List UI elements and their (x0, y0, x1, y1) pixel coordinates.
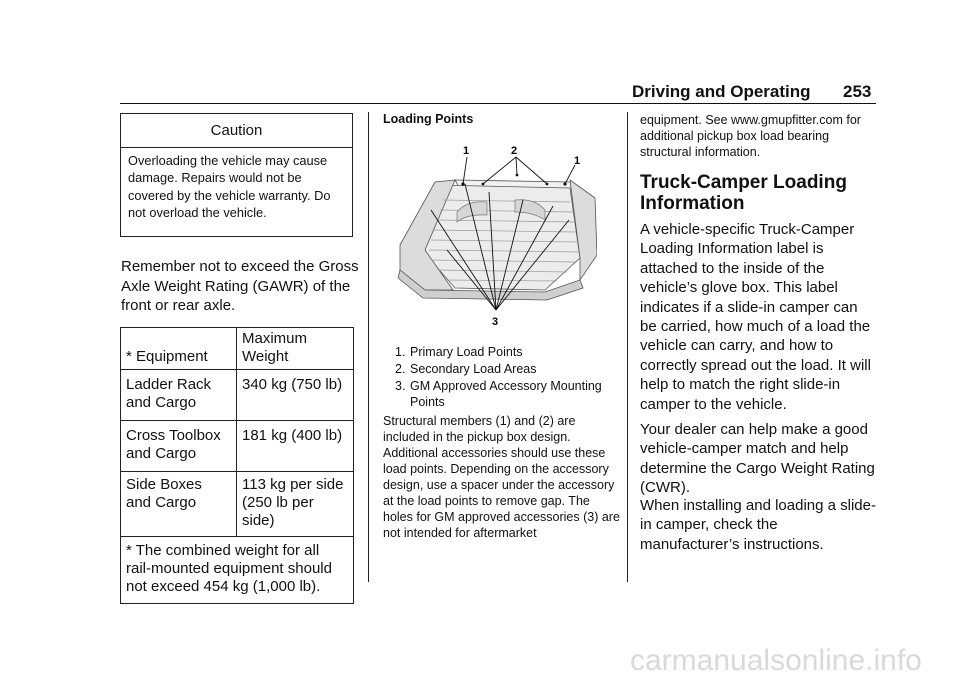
table-cell-equipment: Cross Toolbox and Cargo (121, 421, 237, 472)
legend-number: 1. (395, 345, 406, 359)
callout-3: 3 (492, 316, 499, 328)
truck-camper-heading: Truck-Camper Loading Information (640, 172, 847, 214)
legend-number: 3. (395, 379, 406, 393)
truck-camper-paragraph-1: A vehicle-specific Truck-Camper Loading Information label is attached to the inside of the vehicle’s glove box. This label indicates if a slide-in camper can be carried, how much of a load the vehicle can carry, and how to correctly spread out the load. It will help to match the right slide-in camper to the vehicle. (640, 221, 871, 413)
loading-points-heading: Loading Points (383, 112, 474, 126)
callout-2: 2 (511, 145, 518, 157)
table-row (121, 421, 354, 472)
equipment-weight-table (120, 327, 354, 604)
legend-text: Primary Load Points (410, 345, 523, 359)
structural-members-paragraph: Structural members (1) and (2) are included in the pickup box design. Additional accessories should use these load points. Depending on the accessory design, use a spacer under the accessory at the load points to remove gap. The holes for GM approved accessories (3) are not intended for aftermarket (383, 414, 620, 540)
table-header-row (121, 328, 354, 370)
table-cell-weight: 181 kg (400 lb) (237, 421, 354, 472)
table-row (121, 472, 354, 537)
column-divider (627, 112, 628, 582)
caution-divider (121, 147, 352, 148)
legend-item (383, 378, 623, 410)
caution-box (120, 113, 353, 237)
legend-text: GM Approved Accessory Mounting Points (410, 379, 602, 409)
truck-camper-paragraph-3: When installing and loading a slide-in camper, check the manufacturer’s instructions. (640, 497, 876, 553)
column-header-equipment: * Equipment (121, 328, 237, 370)
truck-camper-paragraph-2: Your dealer can help make a good vehicle-camper match and help determine the Cargo Weight Rating (CWR). (640, 421, 875, 497)
callout-1-right: 1 (574, 155, 581, 167)
table-footnote-row (121, 537, 354, 604)
diagram-legend (383, 344, 623, 411)
table-row (121, 370, 354, 421)
legend-item (383, 344, 623, 360)
continued-paragraph: equipment. See www.gmupfitter.com for additional pickup box load bearing structural information. (640, 113, 861, 159)
pickup-box-diagram (395, 140, 597, 330)
legend-text: Secondary Load Areas (410, 362, 537, 376)
watermark: carmanualsonline.info (630, 644, 922, 677)
caution-title: Caution (210, 122, 263, 139)
table-cell-weight: 113 kg per side (250 lb per side) (237, 472, 354, 537)
callout-1-left: 1 (463, 145, 470, 157)
gawr-paragraph: Remember not to exceed the Gross Axle Weight Rating (GAWR) of the front or rear axle. (121, 258, 359, 314)
section-title: Driving and Operating (632, 82, 811, 101)
header-rule (120, 103, 876, 104)
legend-item (383, 361, 623, 377)
table-cell-equipment: Side Boxes and Cargo (121, 472, 237, 537)
column-divider (368, 112, 369, 582)
table-cell-equipment: Ladder Rack and Cargo (121, 370, 237, 421)
table-cell-weight: 340 kg (750 lb) (237, 370, 354, 421)
table-footnote: * The combined weight for all rail-mounted equipment should not exceed 454 kg (1,000 lb). (121, 537, 354, 604)
caution-text: Overloading the vehicle may cause damage. Repairs would not be covered by the vehicle warranty. Do not overload the vehicle. (128, 153, 331, 220)
column-header-maximum-weight: Maximum Weight (237, 328, 354, 370)
legend-number: 2. (395, 362, 406, 376)
page-number: 253 (843, 82, 872, 101)
